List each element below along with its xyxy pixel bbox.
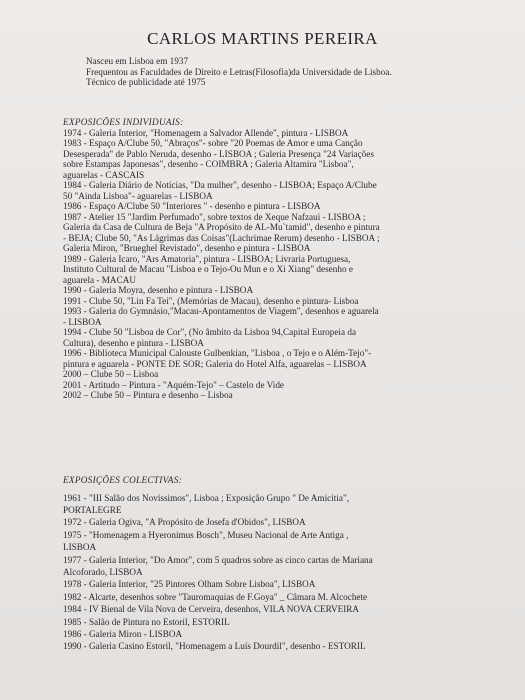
exhibition-line: 1986 - Espaço A/Clube 50 "Interiores " - desenho e pintura - LISBOA bbox=[63, 201, 321, 211]
exhibition-line: 1972 - Galeria Ogiva, "A Propósito de Josefa d'Obidos", LISBOA bbox=[63, 517, 306, 528]
exhibition-line: Desesperada" de Pablo Neruda, desenho - LISBOA ; Galeria Presença "24 Variações bbox=[63, 148, 374, 159]
exhibition-line: aguarelas - CASCAIS bbox=[63, 169, 145, 180]
exhibition-line: 1983 - Espaço A/Clube 50, "Abraços"- sobre "20 Poemas de Amor e uma Canção bbox=[63, 138, 363, 148]
exhibition-line: 1996 - Biblioteca Municipal Calouste Gulbenkian, "Lisboa , o Tejo e o Além-Tejo"- bbox=[63, 348, 372, 358]
exhibition-line: 1991 - Clube 50, "Lin Fa Tei", (Memórias de Macau), desenho e pintura- Lisboa bbox=[63, 295, 359, 306]
exhibition-line: 1989 - Galeria Icaro, "Ars Amatoria", pintura - LISBOA; Livraria Portuguesa, bbox=[63, 253, 351, 264]
exhibition-line: 1974 - Galeria Interior, "Homenagem a Salvador Allende", pintura - LISBOA bbox=[63, 127, 349, 138]
exhibition-line: aguarela - MACAU bbox=[63, 274, 136, 285]
exhibition-line: 2002 – Clube 50 – Pintura e desenho – Lisboa bbox=[63, 390, 233, 400]
exhibition-line: 2000 – Clube 50 – Lisboa bbox=[63, 369, 159, 379]
exhibition-line: 2001 - Artitudo – Pintura - "Aquém-Tejo" – Castelo de Vide bbox=[63, 379, 284, 390]
exhibition-line: 1977 - Galeria Interior, "Do Amor", com 5 quadros sobre as cinco cartas de Mariana bbox=[63, 554, 373, 565]
exhibition-line: 1986 - Galeria Miron - LISBOA bbox=[63, 628, 183, 639]
exhibition-line: Galeria da Casa de Cultura de Beja "A Propósito de AL-Mu`tamid", desenho e pintura bbox=[63, 222, 380, 232]
exhibition-line: 50 "Ainda Lisboa"- aguarelas - LISBOA bbox=[63, 190, 213, 201]
collective-exhibitions-section bbox=[63, 475, 503, 653]
exhibition-line: - LISBOA bbox=[63, 316, 102, 327]
exhibition-line: PORTALEGRE bbox=[63, 504, 122, 515]
exhibition-line: pintura e aguarela - PONTE DE SOR; Galeria do Hotel Alfa, aguarelas – LISBOA bbox=[63, 358, 367, 369]
bio-line: Técnico de publicidade até 1975 bbox=[86, 77, 206, 88]
collective-exhibitions-heading: EXPOSIÇÕES COLECTIVAS: bbox=[63, 475, 182, 485]
individual-exhibitions-list bbox=[63, 128, 503, 401]
exhibition-line: 1994 - Clube 50 "Lisboa de Cor", (No âmbito da Lisboa 94,Capital Europeia da bbox=[63, 327, 357, 337]
exhibition-line: 1985 - Salão de Pintura no Estoril, ESTORIL bbox=[63, 616, 230, 627]
exhibition-line: 1961 - "III Salão dos Novíssimos", Lisboa ; Exposição Grupo " De Amicitia", bbox=[63, 492, 349, 503]
exhibition-line: 1993 - Galeria do Gymnásio,"Macau-Apontamentos de Viagem", desenhos e aguarela bbox=[63, 306, 379, 316]
exhibition-line: 1975 - "Homenagem a Hyeronimus Bosch", Museu Nacional de Arte Antiga , bbox=[63, 529, 349, 540]
exhibition-line: LISBOA bbox=[63, 542, 97, 553]
exhibition-line: 1987 - Atelier 15 "Jardim Perfumado", sobre textos de Xeque Nafzaui - LISBOA ; bbox=[63, 211, 366, 222]
exhibition-line: Instituto Cultural de Macau "Lisboa e o Tejo-Ou Mun e o Xi Xiang" desenho e bbox=[63, 264, 353, 274]
exhibition-line: Galeria Miron, "Brueghel Revistado", desenho e pintura - LISBOA bbox=[63, 243, 311, 253]
exhibition-line: sobre Estampas Japonesas", desenho - COIMBRA ; Galeria Altamira "Lisboa", bbox=[63, 159, 354, 169]
exhibition-line: 1982 - Alcarte, desenhos sobre "Tauromaquias de F.Goya" _ Câmara M. Alcochete bbox=[63, 591, 368, 602]
document-title: CARLOS MARTINS PEREIRA bbox=[147, 29, 378, 48]
bio-block bbox=[86, 56, 506, 88]
exhibition-line: 1984 - IV Bienal de Vila Nova de Cerveira, desenhos, VILA NOVA CERVEIRA bbox=[63, 604, 360, 615]
exhibition-line: Alcoforado, LISBOA bbox=[63, 566, 143, 577]
bio-line: Frequentou as Faculdades de Direito e Letras(Filosofia)da Universidade de Lisboa. bbox=[86, 66, 392, 77]
bio-line: Nasceu em Lisboa em 1937 bbox=[86, 56, 189, 66]
exhibition-line: Cultura), desenho e pintura - LISBOA bbox=[63, 337, 204, 348]
exhibition-line: 1984 - Galeria Diário de Notícias, "Da mulher", desenho - LISBOA; Espaço A/Clube bbox=[63, 180, 377, 190]
individual-exhibitions-section bbox=[63, 117, 503, 401]
exhibition-line: 1978 - Galeria Interior, "25 Pintores Olham Sobre Lisboa", LISBOA bbox=[63, 579, 316, 590]
individual-exhibitions-heading: EXPOSICÕES INDIVIDUAIS: bbox=[63, 117, 184, 127]
exhibition-line: - BEJA; Clube 50, "As Lágrimas das Coisas"(Lachrimae Rerum) desenho - LISBOA ; bbox=[63, 232, 380, 243]
collective-exhibitions-list bbox=[63, 492, 503, 653]
exhibition-line: 1990 - Galeria Casino Estoril, "Homenagem a Luís Dourdil", desenho - ESTORIL bbox=[63, 641, 366, 652]
exhibition-line: 1990 - Galeria Moyra, desenho e pintura - LISBOA bbox=[63, 285, 254, 295]
